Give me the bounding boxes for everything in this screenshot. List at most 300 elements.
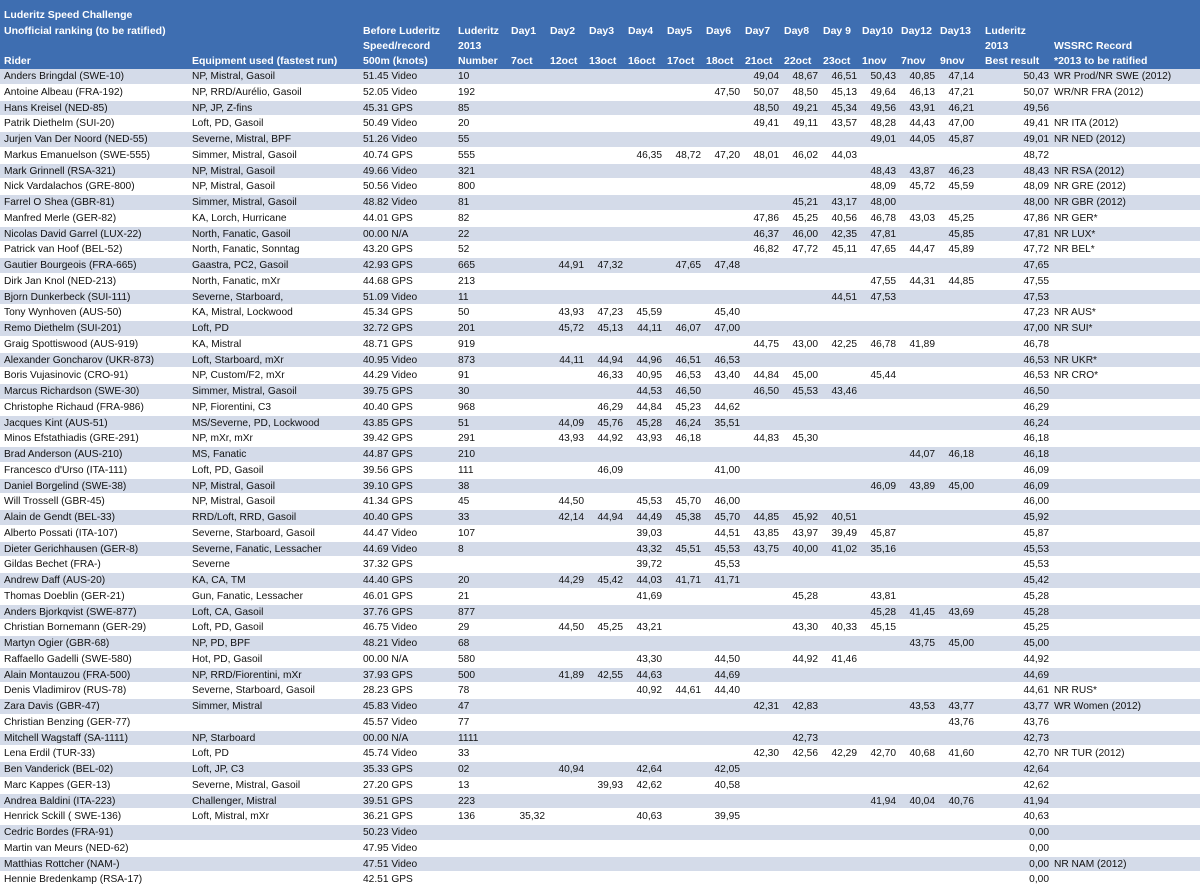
day-result: 40,95 [636,370,662,382]
day-result: 48,28 [870,118,896,130]
record-note: NR RSA (2012) [1054,165,1125,177]
luderitz-number: 1111 [458,732,479,744]
day-result: 49,01 [870,134,896,145]
day-result: 44,63 [636,669,662,681]
day-result: 45,21 [792,197,818,208]
rider-name: Gautier Bourgeois (FRA-665) [4,260,137,271]
table-row [0,510,1200,526]
day-result: 41,69 [636,590,662,602]
day-result: 44,31 [909,275,935,287]
best-result: 49,01 [1023,134,1049,145]
day-result: 47,14 [948,71,974,82]
luderitz-number: 91 [458,370,470,382]
day-result: 47,72 [792,244,818,256]
rider-name: Will Trossell (GBR-45) [4,496,105,508]
luderitz-number: 11 [458,291,469,303]
rider-name: Anders Bjorkqvist (SWE-877) [4,606,137,618]
table-row [0,179,1200,195]
day-result: 40,85 [909,71,935,82]
day-result: 46,50 [753,386,779,397]
equipment: Loft, PD, Gasoil [192,464,264,476]
day-result: 44,05 [909,134,935,145]
rider-name: Patrick van Hoof (BEL-52) [4,244,123,256]
rider-name: Gildas Bechet (FRA-) [4,559,101,571]
luderitz-number: 30 [458,386,470,397]
header-before-2: Speed/record [363,40,431,52]
table-row [0,368,1200,384]
day-result: 44,43 [909,118,935,130]
day-result: 47,23 [597,307,623,319]
day-result: 41,00 [714,464,740,476]
day-result: 45,87 [948,134,974,145]
equipment: NP, RRD/Fiorentini, mXr [192,669,302,681]
luderitz-number: 22 [458,228,470,240]
luderitz-number: 873 [458,354,475,366]
best-result: 45,42 [1023,575,1049,586]
day-result: 42,73 [792,732,818,744]
luderitz-number: 968 [458,401,475,413]
rider-name: Martyn Ogier (GBR-68) [4,638,110,649]
day-result: 49,11 [793,118,818,130]
day-result: 42,64 [636,764,662,775]
equipment: KA, CA, TM [192,575,246,586]
equipment: Simmer, Mistral, Gasoil [192,386,297,397]
before-speed: 37.32 GPS [363,559,413,571]
before-speed: 44.87 GPS [363,449,413,460]
before-speed: 39.42 GPS [363,433,413,445]
day-result: 44,83 [753,433,779,445]
day-result: 47,53 [870,291,896,303]
day-result: 43,32 [636,543,662,555]
day-result: 45,42 [597,575,623,586]
table-row [0,242,1200,258]
day-result: 45,25 [792,212,818,224]
day-result: 42,25 [831,338,857,350]
best-result: 47,23 [1023,307,1049,319]
luderitz-number: 800 [458,181,475,193]
day-result: 48,43 [870,165,896,177]
day-result: 46,24 [675,417,701,429]
table-row [0,636,1200,652]
header-before-3: 500m (knots) [363,55,428,67]
day-result: 43,87 [909,165,935,177]
day-result: 45,00 [792,370,818,382]
day-result: 47,65 [675,260,701,271]
luderitz-number: 77 [458,716,470,728]
table-row [0,589,1200,605]
rider-name: Graig Spottiswood (AUS-919) [4,338,139,350]
luderitz-number: 500 [458,669,475,681]
equipment: MS, Fanatic [192,449,247,460]
header-date-3: 13oct [589,55,617,67]
best-result: 46,09 [1023,464,1049,476]
best-result: 0,00 [1029,827,1049,838]
best-result: 42,70 [1023,748,1049,760]
day-result: 45,34 [831,102,857,114]
record-note: NR SUI* [1054,323,1093,334]
header-number-2: 2013 [458,40,482,52]
luderitz-number: 68 [458,638,470,649]
before-speed: 51.09 Video [363,291,418,303]
header-date-12: 9nov [940,55,965,67]
day-result: 44,29 [558,575,584,586]
day-result: 45,76 [597,417,623,429]
ranking-table-body [0,69,1200,888]
rider-name: Hans Kreisel (NED-85) [4,102,108,114]
day-result: 44,61 [675,685,701,697]
day-result: 49,04 [753,71,779,82]
record-note: NR RUS* [1054,685,1098,697]
best-result: 46,00 [1023,496,1049,508]
day-result: 45,23 [675,401,701,413]
best-result: 45,28 [1023,606,1049,618]
luderitz-number: 321 [458,165,475,177]
equipment: Severne, Starboard, [192,291,284,303]
best-result: 45,92 [1023,512,1049,523]
day-result: 46,07 [675,323,701,334]
before-speed: 48.71 GPS [363,338,413,350]
table-row [0,416,1200,432]
luderitz-number: 210 [458,449,475,460]
before-speed: 39.75 GPS [363,386,413,397]
day-result: 41,02 [831,543,857,555]
day-result: 42,70 [870,748,896,760]
equipment: North, Fanatic, Gasoil [192,228,291,240]
equipment: NP, Mistral, Gasoil [192,480,276,492]
day-result: 45,72 [909,181,935,193]
day-result: 39,49 [831,527,857,539]
header-day-10: Day10 [862,25,893,37]
table-row [0,825,1200,841]
best-result: 48,00 [1023,197,1049,208]
day-result: 46,82 [753,244,779,256]
day-result: 45,28 [636,417,662,429]
day-result: 44,09 [558,417,584,429]
day-result: 44,84 [753,370,779,382]
luderitz-number: 111 [458,464,474,476]
day-result: 45,72 [558,323,584,334]
table-row [0,274,1200,290]
table-row [0,132,1200,148]
header-date-11: 7nov [901,55,926,67]
table-row [0,526,1200,542]
before-speed: 00.00 N/A [363,228,409,240]
equipment: NP, PD, BPF [192,638,251,649]
luderitz-number: 13 [458,779,470,791]
record-note: NR CRO* [1054,370,1099,382]
day-result: 42,14 [558,512,584,523]
rider-name: Marcus Richardson (SWE-30) [4,386,140,397]
day-result: 40,51 [831,512,857,523]
luderitz-number: 580 [458,653,475,665]
day-result: 40,56 [831,212,857,224]
table-row [0,384,1200,400]
day-result: 44,69 [714,669,740,681]
table-row [0,794,1200,810]
rider-name: Farrel O Shea (GBR-81) [4,197,115,208]
day-result: 40,63 [636,811,662,823]
table-row [0,778,1200,794]
best-result: 46,78 [1023,338,1049,350]
rider-name: Tony Wynhoven (AUS-50) [4,307,122,319]
best-result: 45,53 [1023,543,1049,555]
day-result: 41,60 [948,748,974,760]
equipment: Gaastra, PC2, Gasoil [192,260,289,271]
day-result: 43,30 [792,622,818,634]
before-speed: 00.00 N/A [363,653,409,665]
day-result: 45,28 [792,590,818,602]
best-result: 47,53 [1023,291,1049,303]
rider-name: Raffaello Gadelli (SWE-580) [4,653,132,665]
before-speed: 44.69 Video [363,543,418,555]
before-speed: 27.20 GPS [363,779,413,791]
rider-name: Remo Diethelm (SUI-201) [4,323,122,334]
day-result: 39,95 [714,811,740,823]
header-before-1: Before Luderitz [363,25,441,37]
table-row [0,400,1200,416]
equipment: Gun, Fanatic, Lessacher [192,590,303,602]
best-result: 45,00 [1023,638,1049,649]
record-note: WR/NR FRA (2012) [1054,86,1144,98]
table-row [0,668,1200,684]
equipment: Severne, Starboard, Gasoil [192,685,315,697]
best-result: 46,24 [1023,417,1049,429]
record-note: NR LUX* [1054,228,1096,240]
equipment: Loft, PD, Gasoil [192,622,264,634]
day-result: 47,65 [870,244,896,256]
day-result: 44,51 [714,527,740,539]
day-result: 46,13 [909,86,935,98]
before-speed: 45.83 Video [363,701,418,712]
table-row [0,699,1200,715]
header-best-1: Luderitz [985,25,1026,37]
sheet-title: Luderitz Speed Challenge [4,9,133,21]
record-note: NR NAM (2012) [1054,858,1127,870]
before-speed: 46.01 GPS [363,590,413,602]
day-result: 42,55 [597,669,623,681]
rider-name: Marc Kappes (GER-13) [4,779,111,791]
day-result: 45,38 [675,512,701,523]
day-result: 35,32 [519,811,545,823]
table-row [0,542,1200,558]
table-row [0,746,1200,762]
luderitz-number: 29 [458,622,470,634]
day-result: 45,15 [870,622,896,634]
best-result: 48,72 [1023,149,1049,161]
day-result: 41,71 [714,575,740,586]
table-row [0,227,1200,243]
header-date-2: 12oct [550,55,578,67]
rider-name: Thomas Doeblin (GER-21) [4,590,125,602]
day-result: 43,40 [714,370,740,382]
record-note: NR GBR (2012) [1054,197,1126,208]
day-result: 40,00 [792,543,818,555]
day-result: 45,30 [792,433,818,445]
day-result: 41,89 [909,338,935,350]
table-row [0,337,1200,353]
best-result: 47,00 [1023,323,1049,334]
day-result: 45,11 [832,244,857,256]
day-result: 46,35 [636,149,662,161]
rider-name: Daniel Borgelind (SWE-38) [4,480,127,492]
equipment: North, Fanatic, Sonntag [192,244,300,256]
day-result: 46,50 [675,386,701,397]
header-date-8: 22oct [784,55,812,67]
day-result: 35,51 [714,417,740,429]
day-result: 39,72 [636,559,662,571]
equipment: Loft, CA, Gasoil [192,606,264,618]
best-result: 46,53 [1023,354,1049,366]
day-result: 44,84 [636,401,662,413]
best-result: 45,25 [1023,622,1049,634]
rider-name: Dirk Jan Knol (NED-213) [4,275,117,287]
record-note: NR BEL* [1054,244,1095,256]
day-result: 44,91 [558,260,584,271]
day-result: 45,53 [636,496,662,508]
best-result: 0,00 [1029,874,1049,886]
day-result: 45,28 [870,606,896,618]
day-result: 41,46 [831,653,857,665]
table-row [0,148,1200,164]
rider-name: Minos Efstathiadis (GRE-291) [4,433,139,445]
before-speed: 35.33 GPS [363,764,413,775]
table-row [0,69,1200,85]
day-result: 44,40 [714,685,740,697]
day-result: 46,09 [870,480,896,492]
before-speed: 44.68 GPS [363,275,413,287]
best-result: 50,43 [1023,71,1049,82]
luderitz-number: 136 [458,811,475,823]
best-result: 47,55 [1023,275,1049,287]
equipment: Simmer, Mistral, Gasoil [192,149,297,161]
day-result: 46,21 [948,102,974,114]
record-note: NR AUS* [1054,307,1096,319]
before-speed: 48.82 Video [363,197,418,208]
day-result: 39,03 [636,527,662,539]
rider-name: Christian Benzing (GER-77) [4,716,131,728]
best-result: 46,53 [1023,370,1049,382]
day-result: 45,70 [714,512,740,523]
day-result: 40,92 [636,685,662,697]
luderitz-number: 20 [458,118,470,130]
day-result: 44,94 [597,512,623,523]
before-speed: 51.26 Video [363,134,418,145]
equipment: NP, mXr, mXr [192,433,253,445]
equipment: Loft, PD, Gasoil [192,118,264,130]
header-number-1: Luderitz [458,25,499,37]
day-result: 46,53 [714,354,740,366]
day-result: 45,53 [792,386,818,397]
before-speed: 52.05 Video [363,86,418,98]
day-result: 46,78 [870,212,896,224]
day-result: 45,53 [714,559,740,571]
day-result: 48,09 [870,181,896,193]
rider-name: Bjorn Dunkerbeck (SUI-111) [4,291,131,303]
header-day-8: Day8 [784,25,810,37]
day-result: 44,11 [559,354,584,366]
rider-name: Patrik Diethelm (SUI-20) [4,118,115,130]
best-result: 47,81 [1023,228,1049,240]
day-result: 46,51 [831,71,857,82]
record-note: NR GER* [1054,212,1098,224]
header-date-1: 7oct [511,55,533,67]
before-speed: 39.10 GPS [363,480,413,492]
header-day-2: Day2 [550,25,576,37]
before-speed: 40.95 Video [363,354,418,366]
day-result: 48,00 [870,197,896,208]
best-result: 41,94 [1023,795,1049,807]
equipment: NP, JP, Z-fins [192,102,253,114]
equipment: Simmer, Mistral [192,701,263,712]
luderitz-number: 201 [458,323,475,334]
day-result: 45,51 [675,543,701,555]
day-result: 43,93 [558,433,584,445]
rider-name: Matthias Rottcher (NAM-) [4,858,120,870]
table-row [0,116,1200,132]
day-result: 49,21 [792,102,818,114]
day-result: 45,89 [948,244,974,256]
day-result: 43,21 [636,622,662,634]
header-day-4: Day4 [628,25,654,37]
equipment: KA, Mistral, Lockwood [192,307,293,319]
day-result: 47,21 [948,86,974,98]
before-speed: 45.57 Video [363,716,418,728]
day-result: 42,05 [714,764,740,775]
equipment: NP, Mistral, Gasoil [192,181,276,193]
day-result: 48,50 [753,102,779,114]
header-date-6: 18oct [706,55,734,67]
equipment: NP, Fiorentini, C3 [192,401,272,413]
equipment: Loft, PD [192,748,229,760]
equipment: Severne, Starboard, Gasoil [192,527,315,539]
rider-name: Denis Vladimirov (RUS-78) [4,685,127,697]
day-result: 42,56 [792,748,818,760]
day-result: 46,78 [870,338,896,350]
day-result: 45,44 [870,370,896,382]
day-result: 40,33 [831,622,857,634]
equipment: NP, Starboard [192,732,256,744]
best-result: 44,61 [1023,685,1049,697]
before-speed: 41.34 GPS [363,496,413,508]
day-result: 45,92 [792,512,818,523]
header-record-1: WSSRC Record [1054,40,1133,52]
header-record-2: *2013 to be ratified [1054,55,1148,67]
header-date-7: 21oct [745,55,773,67]
best-result: 40,63 [1023,811,1049,823]
table-row [0,431,1200,447]
day-result: 44,92 [597,433,623,445]
day-result: 44,11 [637,323,662,334]
day-result: 43,53 [909,701,935,712]
rider-name: Christophe Richaud (FRA-986) [4,401,144,413]
equipment: KA, Lorch, Hurricane [192,212,287,224]
table-row [0,258,1200,274]
day-result: 44,03 [636,575,662,586]
record-note: NR GRE (2012) [1054,181,1126,193]
before-speed: 39.56 GPS [363,464,413,476]
header-best-2: 2013 [985,40,1009,52]
header-day-12: Day13 [940,25,971,37]
day-result: 43,81 [870,590,896,602]
rider-name: Anders Bringdal (SWE-10) [4,71,125,82]
day-result: 44,62 [714,401,740,413]
day-result: 45,85 [948,228,974,240]
day-result: 43,75 [753,543,779,555]
luderitz-number: 213 [458,275,475,287]
luderitz-number: 21 [458,590,470,602]
day-result: 48,67 [792,71,818,82]
rider-name: Boris Vujasinovic (CRO-91) [4,370,129,382]
